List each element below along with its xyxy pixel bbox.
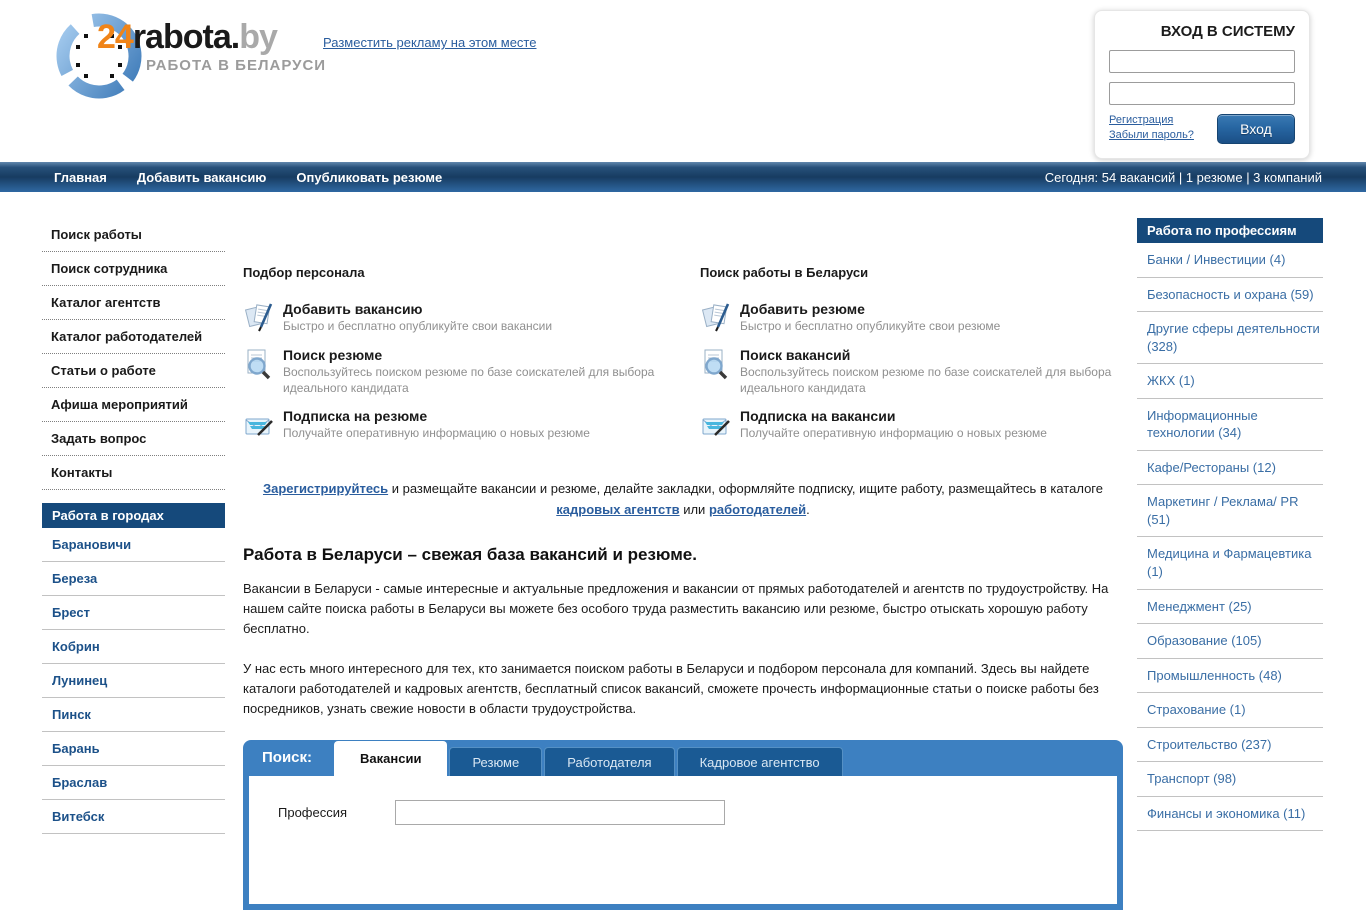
profession-input[interactable] xyxy=(395,800,725,825)
professions-list xyxy=(1137,243,1323,831)
professions-header: Работа по профессиям xyxy=(1137,218,1323,243)
main-menu xyxy=(42,218,225,490)
profession-link[interactable]: Кафе/Рестораны (12) xyxy=(1137,451,1323,486)
registration-link[interactable]: Регистрация xyxy=(1109,114,1174,126)
feature-desc: Быстро и бесплатно опубликуйте свои резюме xyxy=(740,319,1001,333)
employers-column xyxy=(243,265,700,454)
logo-wordmark xyxy=(97,18,277,57)
right-sidebar xyxy=(1137,218,1323,831)
tab-employer[interactable]: Работодателя xyxy=(544,747,674,776)
login-button[interactable]: Вход xyxy=(1217,114,1295,144)
sidebar-item-agency-catalog[interactable]: Каталог агентств xyxy=(42,286,225,320)
intro-paragraph-2: У нас есть много интересного для тех, кто занимается поиском работы в Беларуси и подбором персонала для компаний. Здесь вы найдете каталоги работодателей и кадровых агентств, бесплатный список вакансий, сможете прочесть информационные статьи о поиске работы без посредников, узнать свежие новости в области трудоустройства. xyxy=(243,661,1099,717)
today-stats: Сегодня: 54 вакансий | 1 резюме | 3 компаний xyxy=(1044,169,1322,185)
feature-add-vacancy xyxy=(243,301,700,335)
sidebar-item-articles[interactable]: Статьи о работе xyxy=(42,354,225,388)
left-sidebar xyxy=(42,218,225,834)
feature-desc: Получайте оперативную информацию о новых резюме xyxy=(283,426,590,441)
jobseekers-column xyxy=(700,265,1123,454)
feature-search-resume xyxy=(243,347,700,396)
feature-title[interactable]: Поиск вакансий xyxy=(740,347,851,363)
main-column xyxy=(243,218,1123,910)
nav-item-publish-resume[interactable]: Опубликовать резюме xyxy=(296,169,443,185)
tab-resume[interactable]: Резюме xyxy=(449,747,542,776)
feature-subscribe-resume xyxy=(243,408,700,442)
profession-label: Профессия xyxy=(278,804,348,820)
profession-link[interactable]: Менеджмент (25) xyxy=(1137,590,1323,625)
feature-desc: Воспользуйтесь поиском резюме по базе соискателей для выбора идеального кандидата xyxy=(740,365,1112,395)
login-field[interactable] xyxy=(1109,50,1295,73)
page-title: Работа в Беларуси – свежая база вакансий и резюме. xyxy=(243,544,697,564)
search-panel xyxy=(243,740,1123,910)
sidebar-item-employer-catalog[interactable]: Каталог работодателей xyxy=(42,320,225,354)
login-title: ВХОД В СИСТЕМУ xyxy=(1160,23,1295,40)
main-nav xyxy=(0,162,1366,192)
profession-link[interactable]: Другие сферы деятельности (328) xyxy=(1137,312,1323,364)
cities-header: Работа в городах xyxy=(42,503,225,528)
city-link[interactable]: Брест xyxy=(42,596,225,630)
feature-search-vacancies xyxy=(700,347,1123,396)
agencies-catalog-link[interactable]: кадровых агентств xyxy=(556,501,680,517)
intro-paragraph-1: Вакансии в Беларуси - самые интересные и актуальные предложения и вакансии от прямых работодателей и агентств по трудоустройству. На нашем сайте поиска работы в Беларуси вы можете без особого труда разместить вакансию или резюме, быстро отыскать хорошую работу бесплатно. xyxy=(243,580,1109,637)
profession-link[interactable]: Страхование (1) xyxy=(1137,693,1323,728)
register-note xyxy=(243,479,1123,521)
profession-link[interactable]: Маркетинг / Реклама/ PR (51) xyxy=(1137,485,1323,537)
site-logo[interactable] xyxy=(55,8,325,104)
content xyxy=(0,192,1366,910)
profession-link[interactable]: Транспорт (98) xyxy=(1137,762,1323,797)
sidebar-item-contacts[interactable]: Контакты xyxy=(42,456,225,490)
password-field[interactable] xyxy=(1109,82,1295,105)
profession-link[interactable]: ЖКХ (1) xyxy=(1137,364,1323,399)
feature-desc: Получайте оперативную информацию о новых резюме xyxy=(740,426,1047,441)
feature-title[interactable]: Добавить резюме xyxy=(740,301,865,317)
city-link[interactable]: Пинск xyxy=(42,698,225,732)
feature-title[interactable]: Добавить вакансию xyxy=(283,301,423,317)
nav-item-home[interactable]: Главная xyxy=(54,169,107,185)
login-panel xyxy=(1094,10,1310,159)
city-link[interactable]: Барановичи xyxy=(42,528,225,562)
document-magnifier-icon xyxy=(243,347,277,381)
feature-add-resume xyxy=(700,301,1123,335)
register-link[interactable]: Зарегистрируйтесь xyxy=(262,481,389,497)
profession-link[interactable]: Образование (105) xyxy=(1137,624,1323,659)
envelope-pen-icon xyxy=(243,408,277,442)
feature-title[interactable]: Подписка на резюме xyxy=(283,408,428,425)
feature-desc: Быстро и бесплатно опубликуйте свои вакансии xyxy=(283,319,553,333)
register-note-text: и размещайте вакансии и резюме, делайте закладки, оформляйте подписку, ищите работу, размещайтесь в каталоге xyxy=(388,481,1103,497)
sidebar-item-events[interactable]: Афиша мероприятий xyxy=(42,388,225,422)
place-ad-link[interactable]: Разместить рекламу на этом месте xyxy=(323,35,537,50)
forgot-password-link[interactable]: Забыли пароль? xyxy=(1109,129,1194,141)
feature-title[interactable]: Поиск резюме xyxy=(283,347,383,363)
city-link[interactable]: Береза xyxy=(42,562,225,596)
register-note-text: или xyxy=(679,501,709,517)
column-title: Поиск работы в Беларуси xyxy=(700,265,869,280)
documents-pen-icon xyxy=(243,301,277,335)
profession-link[interactable]: Финансы и экономика (11) xyxy=(1137,797,1323,832)
search-form xyxy=(249,776,1117,904)
register-note-text: . xyxy=(806,501,810,517)
profession-link[interactable]: Промышленность (48) xyxy=(1137,659,1323,694)
envelope-pen-icon xyxy=(700,408,734,442)
tab-vacancies[interactable]: Вакансии xyxy=(334,741,447,776)
profession-link[interactable]: Информационные технологии (34) xyxy=(1137,399,1323,451)
feature-columns xyxy=(243,218,1123,454)
city-link[interactable]: Барань xyxy=(42,732,225,766)
city-link[interactable]: Браслав xyxy=(42,766,225,800)
search-label: Поиск: xyxy=(262,749,313,767)
employers-catalog-link[interactable]: работодателей xyxy=(708,501,807,517)
nav-item-add-vacancy[interactable]: Добавить вакансию xyxy=(136,169,267,185)
header xyxy=(0,0,1366,162)
feature-title[interactable]: Подписка на вакансии xyxy=(740,408,896,425)
city-link[interactable]: Кобрин xyxy=(42,630,225,664)
feature-desc: Воспользуйтесь поиском резюме по базе соискателей для выбора идеального кандидата xyxy=(283,365,655,395)
logo-name: rabota. xyxy=(132,18,240,56)
profession-link[interactable]: Банки / Инвестиции (4) xyxy=(1137,243,1323,278)
sidebar-item-ask-question[interactable]: Задать вопрос xyxy=(42,422,225,456)
column-title: Подбор персонала xyxy=(243,265,365,280)
profession-link[interactable]: Безопасность и охрана (59) xyxy=(1137,278,1323,313)
city-link[interactable]: Лунинец xyxy=(42,664,225,698)
profession-link[interactable]: Медицина и Фармацевтика (1) xyxy=(1137,537,1323,589)
logo-tld: by xyxy=(239,18,277,56)
feature-subscribe-vacancies xyxy=(700,408,1123,442)
profession-link[interactable]: Строительство (237) xyxy=(1137,728,1323,763)
city-link[interactable]: Витебск xyxy=(42,800,225,834)
search-tabs-bar xyxy=(243,740,1123,776)
document-magnifier-icon xyxy=(700,347,734,381)
sidebar-item-employee-search[interactable]: Поиск сотрудника xyxy=(42,252,225,286)
documents-pen-icon xyxy=(700,301,734,335)
tab-agency[interactable]: Кадровое агентство xyxy=(677,747,843,776)
logo-number: 24 xyxy=(97,18,133,56)
cities-list xyxy=(42,528,225,834)
logo-tagline: РАБОТА В БЕЛАРУСИ xyxy=(146,57,327,74)
sidebar-item-job-search[interactable]: Поиск работы xyxy=(42,218,225,252)
